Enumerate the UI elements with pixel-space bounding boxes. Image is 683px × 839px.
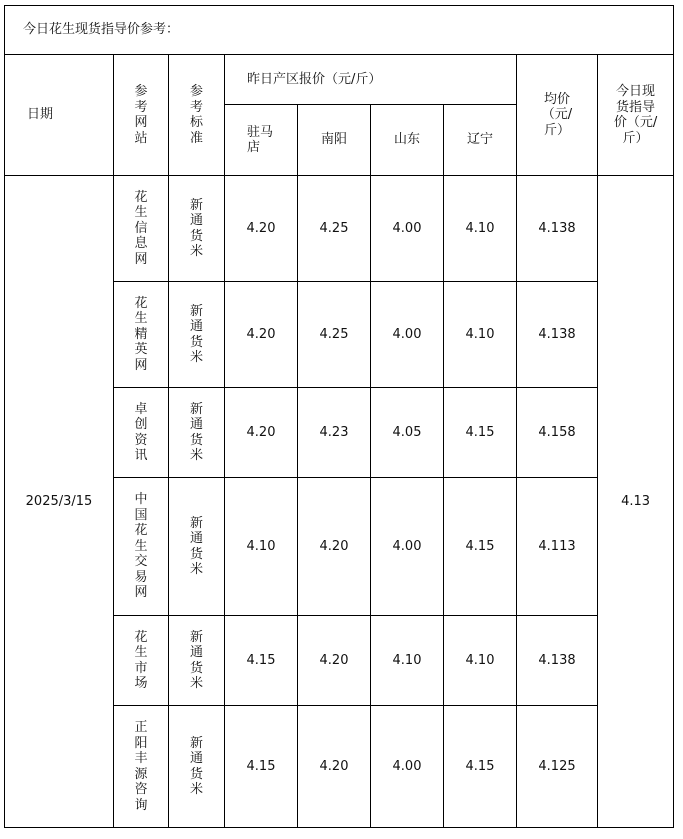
- price-cell: 4.15: [444, 706, 517, 828]
- site-cell: [114, 176, 169, 282]
- header-site-text: 参考网站: [134, 84, 148, 146]
- standard-text: 新通货米: [189, 515, 203, 577]
- site-text: 正阳丰源咨询: [134, 720, 148, 813]
- table-title-text: 今日花生现货指导价参考：: [23, 22, 180, 38]
- price-cell: 4.20: [298, 706, 371, 828]
- price-cell: 4.00: [371, 282, 444, 388]
- header-standard: [169, 55, 225, 176]
- header-avg-text: 均价（元/斤）: [541, 91, 573, 138]
- site-text: 中国花生交易网: [134, 492, 148, 601]
- price-cell: 4.15: [444, 388, 517, 478]
- header-region-0-text: 驻马店: [247, 124, 274, 155]
- header-date-text: 日期: [27, 107, 54, 123]
- guide-price-cell: [598, 176, 674, 828]
- site-cell: [114, 388, 169, 478]
- standard-text: 新通货米: [189, 629, 203, 691]
- site-cell: [114, 282, 169, 388]
- price-cell: 4.20: [298, 616, 371, 706]
- header-region-3: [444, 105, 517, 176]
- standard-cell: [169, 388, 225, 478]
- standard-text: 新通货米: [189, 401, 203, 463]
- site-text: 花生精英网: [134, 295, 148, 373]
- header-region-3-text: 辽宁: [466, 132, 493, 148]
- date-cell: [5, 176, 114, 828]
- date-text: 2025/3/15: [25, 493, 93, 509]
- price-cell: 4.00: [371, 176, 444, 282]
- standard-cell: [169, 616, 225, 706]
- avg-cell: 4.113: [517, 478, 598, 616]
- guide-price-text: 4.13: [621, 493, 651, 509]
- price-cell: 4.15: [444, 478, 517, 616]
- price-cell: 4.10: [225, 478, 298, 616]
- site-cell: [114, 706, 169, 828]
- header-date: [5, 55, 114, 176]
- header-region-1-text: 南阳: [320, 132, 347, 148]
- standard-cell: [169, 706, 225, 828]
- price-cell: 4.00: [371, 478, 444, 616]
- standard-cell: [169, 176, 225, 282]
- price-cell: 4.23: [298, 388, 371, 478]
- price-cell: 4.20: [225, 176, 298, 282]
- header-guide: [598, 55, 674, 176]
- price-cell: 4.10: [371, 616, 444, 706]
- standard-text: 新通货米: [189, 303, 203, 365]
- avg-cell: 4.138: [517, 616, 598, 706]
- site-cell: [114, 478, 169, 616]
- avg-cell: 4.138: [517, 176, 598, 282]
- price-cell: 4.05: [371, 388, 444, 478]
- price-cell: 4.00: [371, 706, 444, 828]
- header-standard-text: 参考标准: [189, 84, 203, 146]
- price-cell: 4.20: [225, 282, 298, 388]
- header-row-1: [5, 55, 674, 105]
- avg-cell: 4.138: [517, 282, 598, 388]
- standard-text: 新通货米: [189, 735, 203, 797]
- price-cell: 4.20: [225, 388, 298, 478]
- price-cell: 4.25: [298, 176, 371, 282]
- price-cell: 4.10: [444, 616, 517, 706]
- avg-cell: 4.125: [517, 706, 598, 828]
- site-text: 花生市场: [134, 629, 148, 691]
- header-region-1: [298, 105, 371, 176]
- header-site: [114, 55, 169, 176]
- title-row: [5, 6, 674, 55]
- avg-cell: 4.158: [517, 388, 598, 478]
- price-cell: 4.15: [225, 616, 298, 706]
- header-price-group: [225, 55, 517, 105]
- price-table: [4, 5, 674, 828]
- site-text: 花生信息网: [134, 189, 148, 267]
- site-cell: [114, 616, 169, 706]
- table-title: [5, 6, 674, 55]
- price-cell: 4.10: [444, 282, 517, 388]
- header-region-2-text: 山东: [393, 132, 420, 148]
- standard-cell: [169, 478, 225, 616]
- header-region-0: [225, 105, 298, 176]
- header-price-group-text: 昨日产区报价（元/斤）: [247, 71, 382, 87]
- header-guide-text: 今日现货指导价（元/斤）: [613, 84, 658, 146]
- price-cell: 4.25: [298, 282, 371, 388]
- price-cell: 4.10: [444, 176, 517, 282]
- header-avg: [517, 55, 598, 176]
- header-region-2: [371, 105, 444, 176]
- table-row: [5, 176, 674, 282]
- price-cell: 4.15: [225, 706, 298, 828]
- site-text: 卓创资讯: [134, 401, 148, 463]
- standard-cell: [169, 282, 225, 388]
- standard-text: 新通货米: [189, 197, 203, 259]
- price-cell: 4.20: [298, 478, 371, 616]
